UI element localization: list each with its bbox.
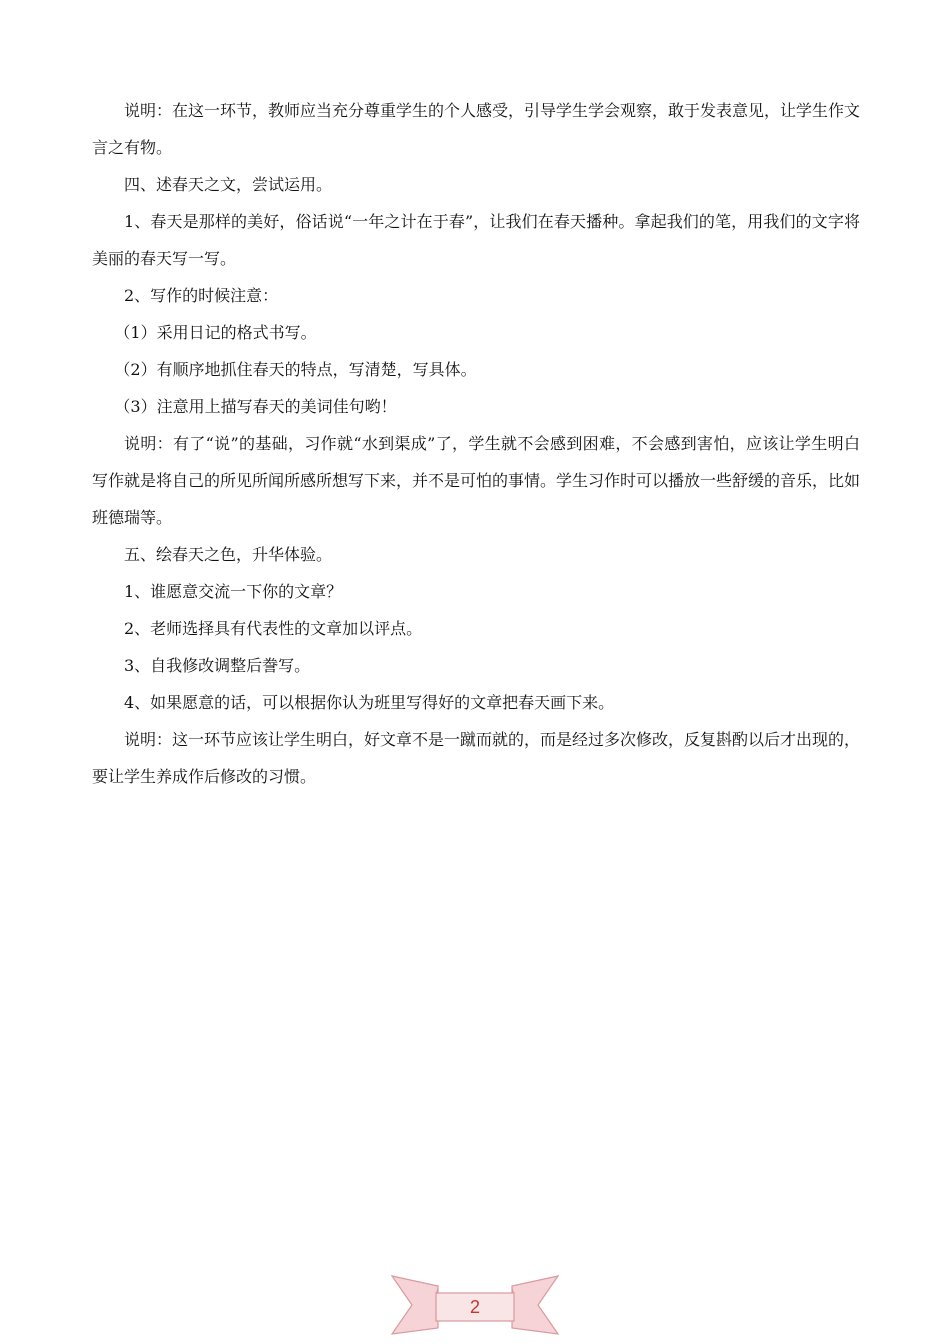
paragraph-explanation-2: 说明：有了“说”的基础，习作就“水到渠成”了，学生就不会感到困难，不会感到害怕，应该让学生明白写作就是将自己的所见所闻所感所想写下来，并不是可怕的事情。学生习作时可以播放一些舒缓的音乐，比如班德瑞等。 [92,434,861,527]
page-number: 2 [469,1297,480,1317]
section-heading-5: 五、绘春天之色，升华体验。 [124,545,333,564]
paragraph-item-1: 1、春天是那样的美好，俗话说“一年之计在于春”，让我们在春天播种。拿起我们的笔，用我们的文字将美丽的春天写一写。 [92,212,860,268]
sub-item-3: （3）注意用上描写春天的美词佳句哟！ [114,397,397,416]
section-heading-4: 四、述春天之文，尝试运用。 [124,175,333,194]
list-item-2: 2、老师选择具有代表性的文章加以评点。 [124,619,423,638]
list-item-1: 1、谁愿意交流一下你的文章？ [124,582,343,601]
sub-item-1: （1）采用日记的格式书写。 [114,323,317,342]
list-item-4: 4、如果愿意的话，可以根据你认为班里写得好的文章把春天画下来。 [124,693,615,712]
list-item-3: 3、自我修改调整后誊写。 [124,656,311,675]
ribbon-right-tail [512,1276,558,1334]
ribbon-left-tail [392,1276,438,1334]
paragraph-item-2: 2、写作的时候注意： [124,286,279,305]
document-body [92,92,860,795]
paragraph-explanation-3: 说明：这一环节应该让学生明白，好文章不是一蹴而就的，而是经过多次修改，反复斟酌以后才出现的，要让学生养成作后修改的习惯。 [92,730,861,786]
sub-item-2: （2）有顺序地抓住春天的特点，写清楚，写具体。 [114,360,477,379]
paragraph-explanation-1: 说明：在这一环节，教师应当充分尊重学生的个人感受，引导学生学会观察，敢于发表意见，让学生作文言之有物。 [92,101,861,157]
